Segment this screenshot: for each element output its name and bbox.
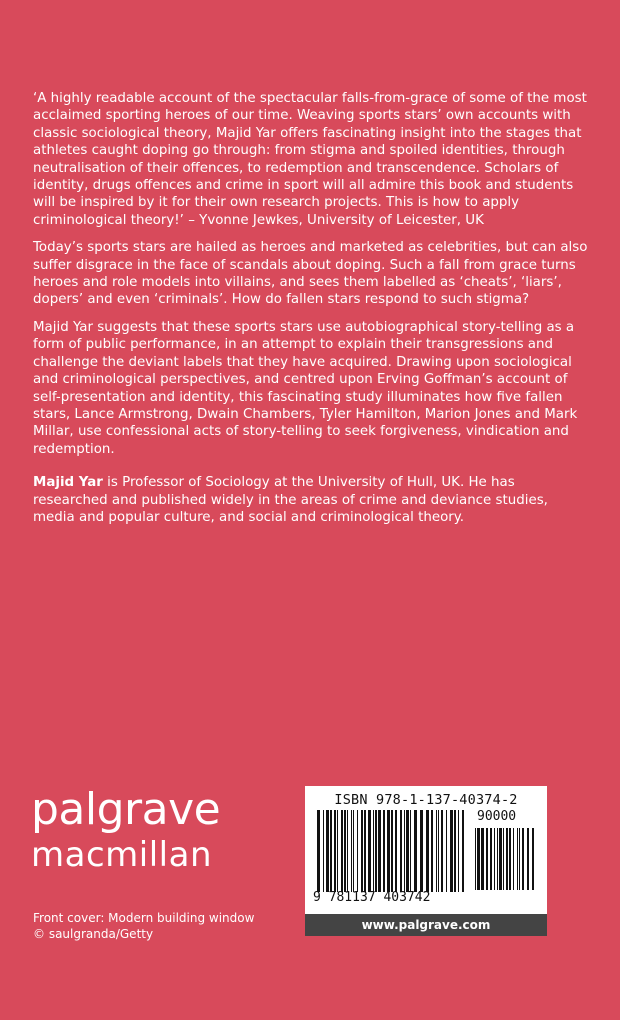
publisher-website: www.palgrave.com [305,914,547,936]
barcode-bar [414,810,417,892]
barcode-bar [441,810,443,892]
barcode-bar [426,810,429,892]
barcode-bar [361,810,363,892]
barcode-bar [475,828,476,890]
barcode-bar [438,810,439,892]
barcode-bar [323,810,324,892]
description-paragraph-2: Majid Yar suggests that these sports stars use autobiographical story-telling as a form of public performance, in an attempt to explain their transgressions and challenge the deviant labels that they have acquired. Drawing upon sociological and criminological perspectives, and centred upon Erving Goffman’s account of self-presentation and identity, this fascinating study illuminates how five fallen stars, Lance Armstrong, Dwain Chambers, Tyler Hamilton, Marion Jones and Mark Millar, use confessional acts of story-telling to seek forgiveness, vindication and redemption. [33,319,578,457]
description-paragraph-1: Today’s sports stars are hailed as heroes and marketed as celebrities, but can also suffer disgrace in the face of scandals about doping. Such a fall from grace turns heroes and role models into villains, and sees them labelled as ‘cheats’, ‘liars’, dopers’ and even ‘criminals’. How do fallen stars respond to such stigma? [33,240,588,308]
barcode-bar [344,810,346,892]
barcode-bar [387,810,390,892]
barcode-bar [373,810,374,892]
barcode-bar [431,810,433,892]
author-bio [33,474,593,526]
barcode-addon-bars [475,828,535,890]
barcode-bar [326,810,329,892]
barcode-digits: 9 781137 403742 [313,890,431,905]
cover-credit-line2: © saulgranda/Getty [33,927,154,941]
barcode-bar [499,828,502,890]
barcode-bar [347,810,348,892]
barcode-bar [368,810,371,892]
barcode-bar [357,810,358,892]
barcode-bar [450,810,453,892]
barcode-bar [497,828,498,890]
isbn-barcode [305,786,547,936]
barcode-addon-number: 90000 [477,809,517,824]
barcode-bar [406,810,409,892]
barcode-bar [519,828,520,890]
barcode-bar [378,810,381,892]
barcode-bar [341,810,343,892]
barcode-bar [503,828,504,890]
barcode-bar [527,828,529,890]
barcode-bar [337,810,338,892]
barcode-bar [506,828,508,890]
barcode-bar [481,828,484,890]
author-name: Majid Yar [33,475,103,491]
publisher-logo [31,784,221,875]
barcode-bar [351,810,352,892]
barcode-bar [420,810,423,892]
barcode-bar [404,810,405,892]
barcode-bar [490,828,492,890]
barcode-bar [317,810,320,892]
cover-credit [33,910,293,942]
barcode-bar [330,810,332,892]
barcode-bar [375,810,377,892]
barcode-bar [400,810,402,892]
barcode-bar [462,810,464,892]
barcode-bar [364,810,366,892]
barcode-bar [458,810,459,892]
barcode-bar [395,810,397,892]
barcode-main-bars [317,810,467,892]
publisher-logo-line2: macmillan [31,835,212,875]
barcode-bar [477,828,480,890]
barcode-bar [446,810,447,892]
isbn-text: ISBN 978-1-137-40374-2 [334,792,518,808]
barcode-bar [410,810,411,892]
barcode-bar [454,810,456,892]
cover-credit-line1: Front cover: Modern building window [33,911,255,925]
barcode-bar [532,828,534,890]
barcode-bar [391,810,393,892]
barcode-bar [353,810,354,892]
barcode-bar [509,828,511,890]
back-cover-blurb [33,90,593,536]
endorsement-quote: ‘A highly readable account of the spectacular falls-from-grace of some of the most acclaimed sporting heroes of our time. Weaving sports stars’ own accounts with classic sociological theory, Majid Yar offers fascinating insight into the stages that athletes caught doping go through: from stigma and spoiled identities, through neutralisation of their offences, to redemption and transcendence. Scholars of identity, drugs offences and crime in sport will all admire this book and students will be inspired by it for their own research projects. This is how to apply criminological theory!’ – Yvonne Jewkes, University of Leicester, UK [33,91,587,228]
barcode-bar [513,828,514,890]
barcode-bar [494,828,495,890]
barcode-bar [383,810,385,892]
barcode-bar [334,810,336,892]
publisher-logo-line1: palgrave [31,784,221,835]
barcode-bar [517,828,518,890]
barcode-bar [436,810,437,892]
barcode-bar [486,828,488,890]
author-bio-text: is Professor of Sociology at the University of Hull, UK. He has researched and published widely in the areas of crime and deviance studies, media and popular culture, and social and criminological theory. [33,475,548,525]
barcode-bar [522,828,524,890]
